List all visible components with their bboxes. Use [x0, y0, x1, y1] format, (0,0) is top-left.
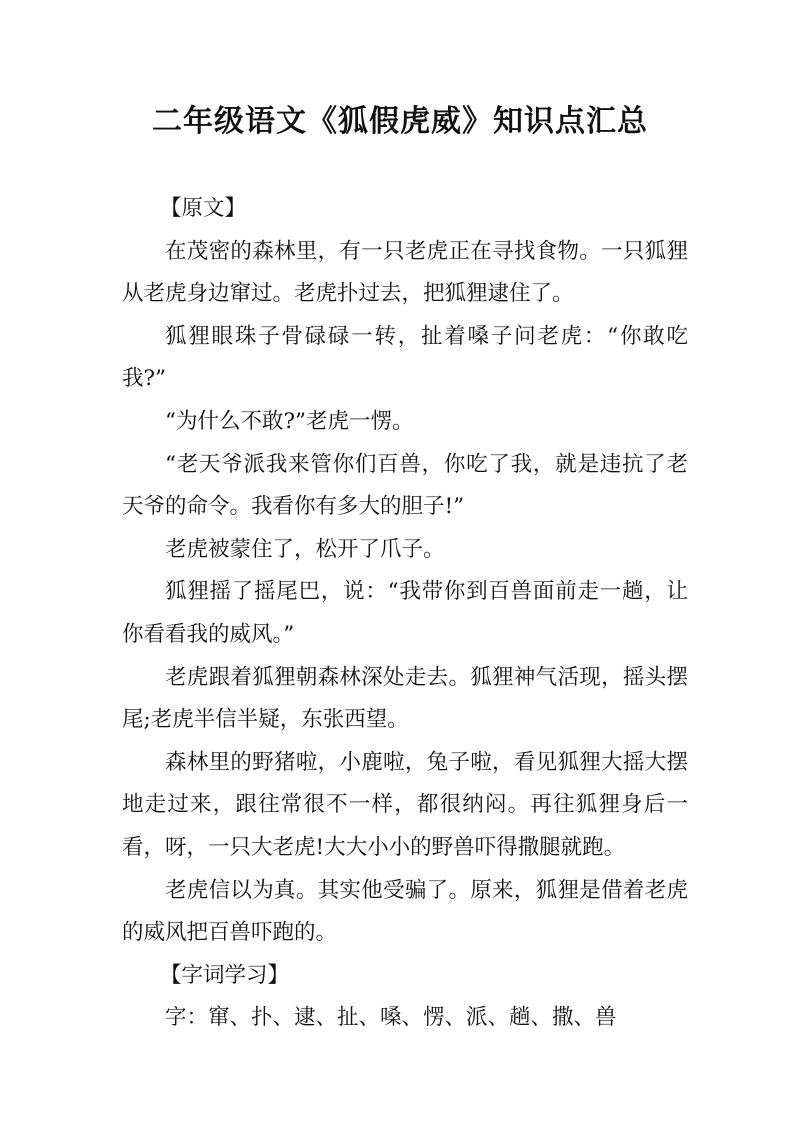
section-heading-original: 【原文】	[160, 196, 247, 221]
paragraph: 老虎被蒙住了，松开了爪子。	[165, 536, 445, 562]
document-body	[122, 188, 688, 1040]
paragraph: 森林里的野猪啦，小鹿啦，兔子啦，看见狐狸大摇大摆地走过来，跟往常很不一样，都很纳闷。再往狐狸身后一看，呀，一只大老虎!大大小小的野兽吓得撒腿就跑。	[122, 749, 688, 860]
paragraph: “老天爷派我来管你们百兽，你吃了我，就是违抗了老天爷的命令。我看你有多大的胆子!”	[122, 451, 688, 520]
paragraph: 狐狸摇了摇尾巴，说：“我带你到百兽面前走一趟，让你看看我的威风。”	[122, 579, 688, 647]
document-title: 二年级语文《狐假虎威》知识点汇总	[152, 104, 648, 139]
paragraph: “为什么不敢?”老虎一愣。	[165, 408, 414, 434]
paragraph: 狐狸眼珠子骨碌碌一转，扯着嗓子问老虎：“你敢吃我?”	[122, 323, 688, 392]
section-heading-vocab: 【字词学习】	[160, 962, 290, 988]
paragraph: 在茂密的森林里，有一只老虎正在寻找食物。一只狐狸从老虎身边窜过。老虎扑过去，把狐狸逮住了。	[122, 238, 688, 307]
paragraph: 老虎跟着狐狸朝森林深处走去。狐狸神气活现，摇头摆尾;老虎半信半疑，东张西望。	[122, 664, 688, 733]
characters-line: 字：窜、扑、逮、扯、嗓、愣、派、趟、撒、兽	[165, 1005, 617, 1031]
paragraph: 老虎信以为真。其实他受骗了。原来，狐狸是借着老虎的威风把百兽吓跑的。	[122, 877, 688, 946]
